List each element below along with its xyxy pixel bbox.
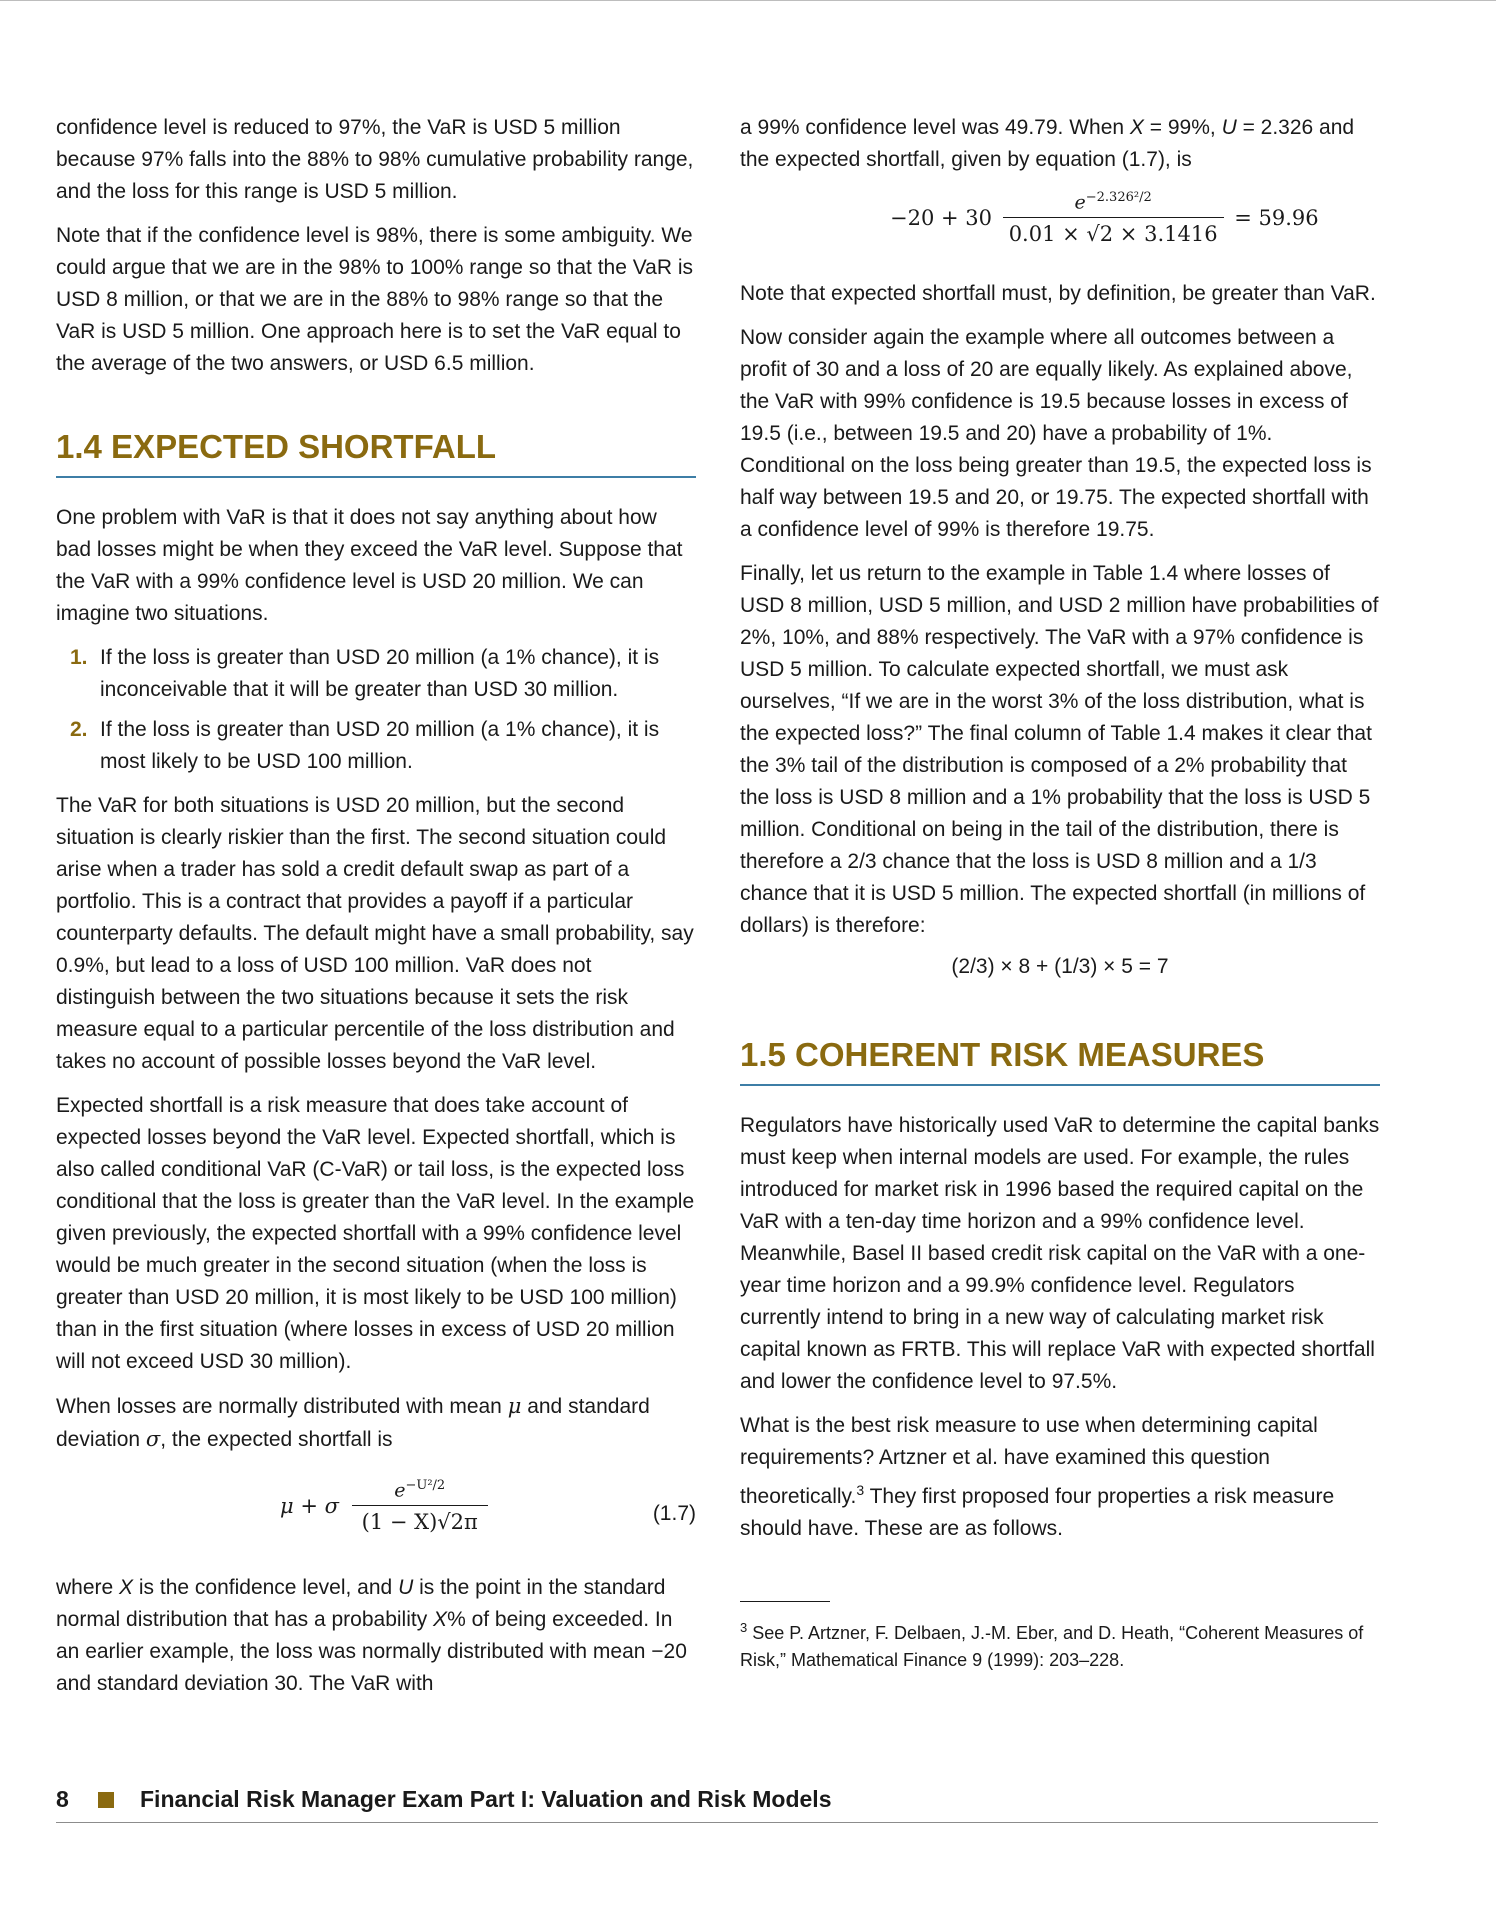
- book-title: Financial Risk Manager Exam Part I: Valuation and Risk Models: [140, 1786, 832, 1812]
- page-number: 8: [56, 1786, 69, 1812]
- fraction-numerator: [352, 1478, 488, 1505]
- paragraph: Now consider again the example where all outcomes between a profit of 30 and a loss of 20 are equally likely. As explained above, the VaR with 99% confidence is 19.5 because losses in excess of 19.5 (i.e., between 19.5 and 20) have a probability of 1%. Conditional on the loss being greater than 19.5, the expected loss is half way between 19.5 and 20, or 19.75. The expected shortfall with a confidence level of 99% is therefore 19.75.: [740, 326, 1372, 541]
- text-run: % of being exceeded. In an earlier example, the loss was normally distributed with mean −20 and standard deviation 30. The VaR with: [56, 1608, 687, 1695]
- equation-fraction: [352, 1478, 488, 1534]
- equation-rhs: = 59.96: [1234, 206, 1319, 231]
- text-run: is the confidence level, and: [133, 1576, 399, 1599]
- paragraph: Finally, let us return to the example in Table 1.4 where losses of USD 8 million, USD 5 million, and USD 2 million have probabilities of 2%, 10%, and 88% respectively. The VaR with a 97% confidence is USD 5 million. To calculate expected shortfall, we must ask ourselves, “If we are in the worst 3% of the loss distribution, what is the expected loss?” The final column of Table 1.4 makes it clear that the 3% tail of the distribution is composed of a 2% probability that the loss is USD 8 million and a 1% probability that the loss is USD 5 million. Conditional on being in the tail of the distribution, there is therefore a 2/3 chance that the loss is USD 8 million and a 1/3 chance that it is USD 5 million. The expected shortfall (in millions of dollars) is therefore:: [740, 562, 1379, 937]
- equation-fraction: [1003, 190, 1224, 246]
- list-text: If the loss is greater than USD 20 million (a 1% chance), it is inconceivable that it will be greater than USD 30 million.: [100, 646, 660, 701]
- fraction-numerator: [1003, 190, 1224, 217]
- footnote: [740, 1614, 1380, 1674]
- text-run: , the expected shortfall is: [160, 1428, 393, 1451]
- footnote-reference: 3: [856, 1482, 865, 1498]
- text-run: What is the best risk measure to use when determining capital requirements? Artzner et al. have examined this question theoretically.: [740, 1414, 1318, 1508]
- exponent: −2.326²/2: [1085, 190, 1152, 205]
- equation-expected-shortfall-value: [740, 188, 1380, 268]
- equation-lhs: μ + σ: [280, 1494, 339, 1519]
- exp-base: e: [1074, 191, 1086, 214]
- footnote-mark: 3: [740, 1620, 748, 1635]
- exp-base: e: [394, 1479, 406, 1502]
- text-run: a 99% confidence level was 49.79. When: [740, 116, 1130, 139]
- situations-list: [56, 642, 696, 778]
- exponent: −U²/2: [405, 1478, 446, 1493]
- paragraph: One problem with VaR is that it does not say anything about how bad losses might be when they exceed the VaR level. Suppose that the VaR with a 99% confidence level is USD 20 million. We can imagine two situations.: [56, 506, 683, 625]
- equation-text: (2/3) × 8 + (1/3) × 5 = 7: [951, 955, 1169, 978]
- symbol-sigma: σ: [145, 1427, 161, 1451]
- paragraph: Expected shortfall is a risk measure that does take account of expected losses beyond the VaR level. Expected shortfall, which is also called conditional VaR (C-VaR) or tail loss, is the expected loss conditional that the loss is greater than the VaR level. In the example given previously, the expected shortfall with a 99% confidence level would be much greater in the second situation (when the loss is greater than USD 20 million, it is most likely to be USD 100 million) than in the first situation (where losses in excess of USD 20 million will not exceed USD 30 million).: [56, 1094, 695, 1373]
- paragraph: [740, 112, 1380, 176]
- text-run: is the point in the standard normal distribution that has a probability: [56, 1576, 666, 1631]
- paragraph: Note that expected shortfall must, by definition, be greater than VaR.: [740, 282, 1376, 305]
- list-text: If the loss is greater than USD 20 million (a 1% chance), it is most likely to be USD 100 million.: [100, 718, 660, 773]
- fraction-denominator: (1 − X)√2π: [352, 1505, 488, 1534]
- paragraph: confidence level is reduced to 97%, the VaR is USD 5 million because 97% falls into the 88% to 98% cumulative probability range, and the loss for this range is USD 5 million.: [56, 116, 694, 203]
- section-heading-expected-shortfall: 1.4 EXPECTED SHORTFALL: [56, 426, 696, 478]
- footnote-rule: [740, 1601, 830, 1602]
- left-column: [56, 112, 696, 1712]
- page-footer: [56, 1782, 1378, 1823]
- fraction-denominator: 0.01 × √2 × 3.1416: [1003, 217, 1224, 246]
- symbol-u: U: [1221, 116, 1237, 139]
- square-bullet-icon: [98, 1792, 114, 1808]
- text-run: They first proposed four properties a risk measure should have. These are as follows.: [740, 1485, 1335, 1540]
- paragraph: Regulators have historically used VaR to determine the capital banks must keep when internal models are used. For example, the rules introduced for market risk in 1996 based the required capital on the VaR with a ten-day time horizon and a 99% confidence level. Meanwhile, Basel II based credit risk capital on the VaR with a one-year time horizon and a 99.9% confidence level. Regulators currently intend to bring in a new way of calculating market risk capital known as FRTB. This will replace VaR with expected shortfall and lower the confidence level to 97.5%.: [740, 1114, 1380, 1393]
- right-column: [740, 112, 1380, 1674]
- text-run: where: [56, 1576, 120, 1599]
- section-heading-coherent-risk-measures: 1.5 COHERENT RISK MEASURES: [740, 1034, 1380, 1086]
- symbol-x: X: [119, 1576, 134, 1599]
- text-run: = 99%,: [1143, 116, 1222, 139]
- paragraph: Note that if the confidence level is 98%, there is some ambiguity. We could argue that we are in the 98% to 100% range so that the VaR is USD 8 million, or that we are in the 88% to 98% range so that the VaR is USD 5 million. One approach here is to set the VaR equal to the average of the two answers, or USD 6.5 million.: [56, 224, 694, 375]
- top-rule: [0, 0, 1496, 1]
- equation-1-7: [56, 1468, 696, 1564]
- text-run: = 2.326 and the expected shortfall, given by equation (1.7), is: [740, 116, 1355, 171]
- list-item: [56, 714, 696, 778]
- footnote-text: See P. Artzner, F. Delbaen, J.-M. Eber, and D. Heath, “Coherent Measures of Risk,” Mathematical Finance 9 (1999): 203–228.: [740, 1623, 1364, 1670]
- paragraph: The VaR for both situations is USD 20 million, but the second situation is clearly riskier than the first. The second situation could arise when a trader has sold a credit default swap as part of a portfolio. This is a contract that provides a payoff if a particular counterparty defaults. The default might have a small probability, say 0.9%, but lead to a loss of USD 100 million. VaR does not distinguish between the two situations because it sets the risk measure equal to a particular percentile of the loss distribution and takes no account of possible losses beyond the VaR level.: [56, 794, 694, 1073]
- paragraph: [56, 1390, 696, 1456]
- equation-number: (1.7): [652, 1502, 696, 1525]
- list-number: 2.: [70, 718, 88, 741]
- symbol-u: U: [398, 1576, 414, 1599]
- equation-lhs: −20 + 30: [890, 206, 992, 231]
- symbol-mu: μ: [507, 1394, 522, 1418]
- symbol-x: X: [433, 1608, 448, 1631]
- symbol-x: X: [1129, 116, 1144, 139]
- paragraph: [740, 1410, 1380, 1545]
- text-run: When losses are normally distributed with mean: [56, 1395, 508, 1418]
- list-number: 1.: [70, 646, 88, 669]
- paragraph: [56, 1572, 696, 1700]
- equation-tail-expected-shortfall: [740, 954, 1380, 994]
- text-run: and standard deviation: [56, 1395, 650, 1451]
- list-item: [56, 642, 696, 706]
